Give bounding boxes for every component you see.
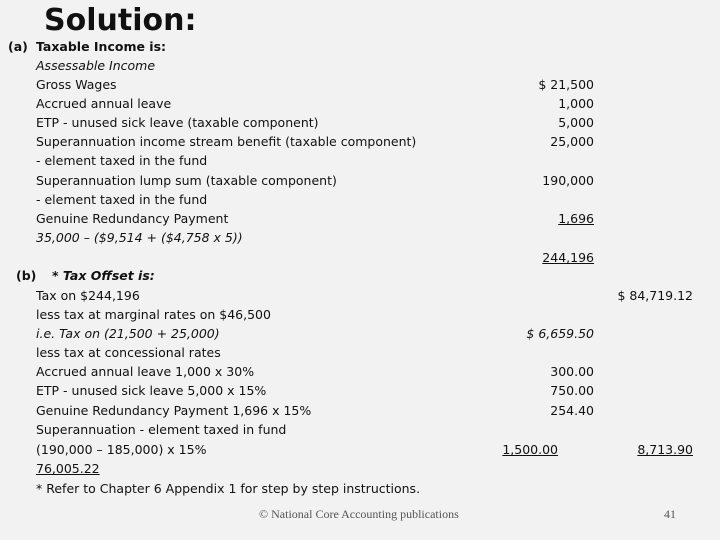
page-number: 41 bbox=[664, 507, 676, 521]
part-a-amount: 25,000 bbox=[550, 134, 594, 149]
footer-copyright: © National Core Accounting publications bbox=[259, 507, 459, 521]
part-a-label: (a) bbox=[8, 39, 28, 54]
part-b-line: (190,000 – 185,000) x 15% bbox=[36, 442, 207, 457]
part-b-line: Superannuation - element taxed in fund bbox=[36, 422, 287, 437]
part-a-line: Genuine Redundancy Payment bbox=[36, 211, 229, 226]
part-a-line: 35,000 – ($9,514 + ($4,758 x 5)) bbox=[36, 230, 243, 245]
part-a-amount: 5,000 bbox=[558, 115, 594, 130]
part-a-line: Gross Wages bbox=[36, 77, 117, 92]
part-b-line: Tax on $244,196 bbox=[36, 288, 140, 303]
part-a-amount: $ 21,500 bbox=[538, 77, 594, 92]
part-a-total: 244,196 bbox=[542, 250, 594, 265]
part-b-line: i.e. Tax on (21,500 + 25,000) bbox=[36, 326, 220, 341]
part-a-line: - element taxed in the fund bbox=[36, 153, 208, 168]
part-b-label: (b) bbox=[16, 268, 37, 283]
part-b-footnote: * Refer to Chapter 6 Appendix 1 for step by step instructions. bbox=[36, 481, 421, 496]
part-a-line: Assessable Income bbox=[36, 58, 156, 73]
part-b-right-amount: 8,713.90 bbox=[637, 442, 693, 457]
part-b-mid-amount: 300.00 bbox=[550, 364, 594, 379]
part-b-right-amount: $ 84,719.12 bbox=[617, 288, 693, 303]
page-title: Solution: bbox=[44, 3, 197, 38]
part-b-line: 76,005.22 bbox=[36, 461, 100, 476]
part-a-amount: 1,696 bbox=[558, 211, 594, 226]
part-b-line: less tax at concessional rates bbox=[36, 345, 221, 360]
part-b-line: Genuine Redundancy Payment 1,696 x 15% bbox=[36, 403, 312, 418]
part-a-amount: 1,000 bbox=[558, 96, 594, 111]
part-b-line: Accrued annual leave 1,000 x 30% bbox=[36, 364, 255, 379]
part-b-heading: * Tax Offset is: bbox=[52, 268, 155, 283]
part-b-mid-amount: 254.40 bbox=[550, 403, 594, 418]
part-b-mid-amount: 750.00 bbox=[550, 383, 594, 398]
part-a-line: - element taxed in the fund bbox=[36, 192, 208, 207]
part-b-mid-amount: $ 6,659.50 bbox=[526, 326, 594, 341]
part-a-line: Superannuation lump sum (taxable component) bbox=[36, 173, 337, 188]
part-a-heading: Taxable Income is: bbox=[36, 39, 167, 54]
part-a-amount: 190,000 bbox=[542, 173, 594, 188]
part-a-line: Accrued annual leave bbox=[36, 96, 172, 111]
part-a-line: Superannuation income stream benefit (taxable component) bbox=[36, 134, 417, 149]
part-b-line: less tax at marginal rates on $46,500 bbox=[36, 307, 271, 322]
part-b-line: ETP - unused sick leave 5,000 x 15% bbox=[36, 383, 267, 398]
part-a-line: ETP - unused sick leave (taxable component) bbox=[36, 115, 319, 130]
part-b-mid-amount: 1,500.00 bbox=[502, 442, 558, 457]
